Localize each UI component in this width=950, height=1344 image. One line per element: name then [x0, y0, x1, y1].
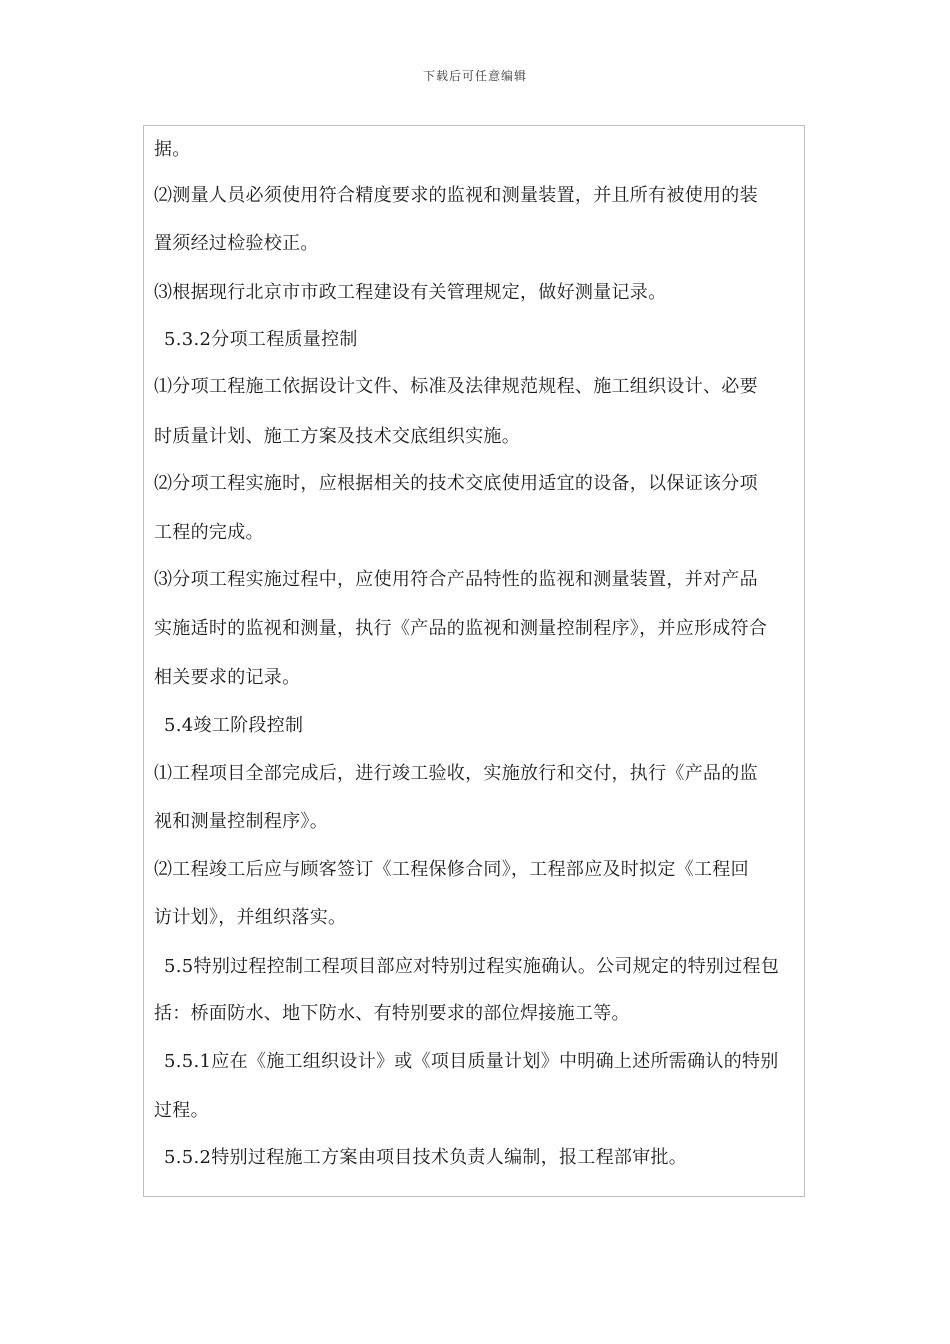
text-line: ⑵工程竣工后应与顾客签订《工程保修合同》，工程部应及时拟定《工程回	[154, 859, 749, 880]
text-line: 过程。	[154, 1100, 209, 1121]
document-body	[143, 125, 805, 1197]
section-heading: 5.5特别过程控制工程项目部应对特别过程实施确认。公司规定的特别过程包	[164, 956, 780, 977]
section-heading: 5.3.2分项工程质量控制	[164, 329, 358, 350]
text-line: 据。	[154, 139, 191, 160]
section-heading: 5.5.2特别过程施工方案由项目技术负责人编制，报工程部审批。	[164, 1147, 688, 1168]
text-line: ⑶分项工程实施过程中，应使用符合产品特性的监视和测量装置，并对产品	[154, 569, 758, 590]
text-line: 相关要求的记录。	[154, 667, 301, 688]
text-line: ⑴分项工程施工依据设计文件、标准及法律规范规程、施工组织设计、必要	[154, 376, 758, 397]
text-line: 视和测量控制程序》。	[154, 811, 328, 832]
text-line: 置须经过检验校正。	[154, 233, 319, 254]
text-line: 实施适时的监视和测量，执行《产品的监视和测量控制程序》，并应形成符合	[154, 618, 768, 639]
text-line: 括：桥面防水、地下防水、有特别要求的部位焊接施工等。	[154, 1003, 630, 1024]
page-header-note: 下载后可任意编辑	[422, 69, 527, 83]
text-line: ⑴工程项目全部完成后，进行竣工验收，实施放行和交付，执行《产品的监	[154, 763, 758, 784]
text-line: 访计划》，并组织落实。	[154, 907, 347, 928]
text-line: 时质量计划、施工方案及技术交底组织实施。	[154, 426, 520, 447]
section-heading: 5.5.1应在《施工组织设计》或《项目质量计划》中明确上述所需确认的特别	[164, 1051, 779, 1072]
text-line: ⑶根据现行北京市市政工程建设有关管理规定，做好测量记录。	[154, 282, 667, 303]
section-heading: 5.4竣工阶段控制	[164, 715, 304, 736]
text-line: ⑵分项工程实施时，应根据相关的技术交底使用适宜的设备，以保证该分项	[154, 473, 758, 494]
text-line: 工程的完成。	[154, 522, 264, 543]
text-line: ⑵测量人员必须使用符合精度要求的监视和测量装置，并且所有被使用的装	[154, 185, 758, 206]
